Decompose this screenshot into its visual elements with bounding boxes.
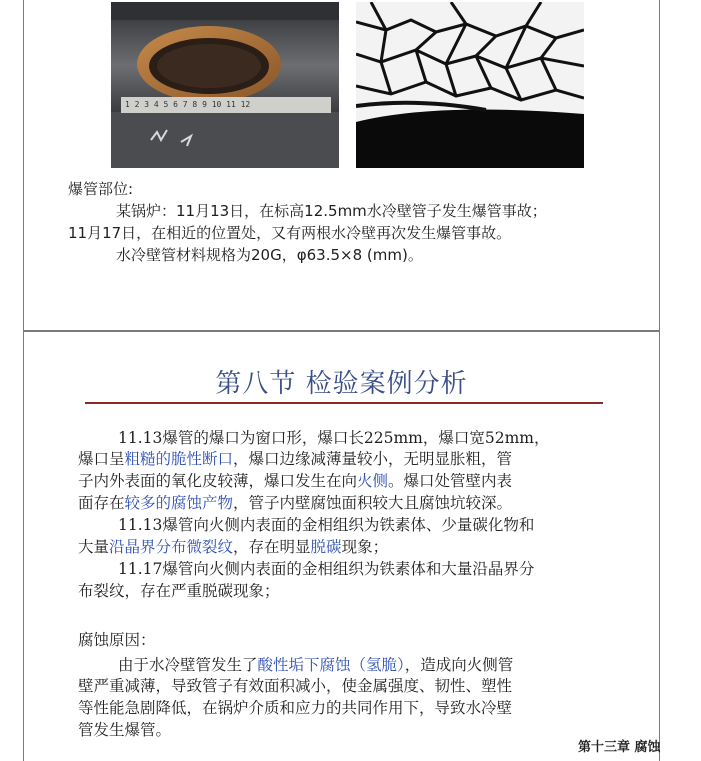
- analysis-p1-line2: 爆口呈粗糙的脆性断口，爆口边缘减薄量较小，无明显胀粗，管: [78, 450, 513, 468]
- analysis-p2-line2: 大量沿晶界分布微裂纹，存在明显脱碳现象；: [78, 538, 389, 556]
- highlight-corrosion-products: 较多的腐蚀产物: [124, 494, 234, 512]
- cause-heading: 腐蚀原因：: [78, 631, 156, 649]
- title-divider: [85, 402, 603, 404]
- microstructure-illustration: [356, 2, 584, 168]
- analysis-p2-line1: 11.13爆管向火侧内表面的金相组织为铁素体、少量碳化物和: [118, 516, 535, 534]
- burst-pipe-photo: [111, 2, 339, 168]
- cause-line4: 管发生爆管。: [78, 721, 172, 739]
- analysis-p1-line1: 11.13爆管的爆口为窗口形，爆口长225mm，爆口宽52mm，: [118, 429, 550, 447]
- highlight-decarburization: 脱碳: [310, 538, 342, 556]
- location-heading: 爆管部位:: [68, 180, 134, 198]
- highlight-microcracks: 沿晶界分布微裂纹: [109, 538, 234, 556]
- analysis-p1-line4: 面存在较多的腐蚀产物，管子内壁腐蚀面积较大且腐蚀坑较深。: [78, 494, 513, 512]
- material-spec: 水冷壁管材料规格为20G，φ63.5×8 (mm)。: [116, 246, 423, 264]
- ruler: [121, 97, 331, 113]
- cause-line1: 由于水冷壁管发生了酸性垢下腐蚀（氢脆），造成向火侧管: [118, 656, 514, 674]
- cause-line3: 等性能急剧降低，在锅炉介质和应力的共同作用下，导致水冷壁: [78, 699, 513, 717]
- cause-line2: 壁严重减薄，导致管子有效面积减小，使金属强度、韧性、塑性: [78, 677, 513, 695]
- ruler-digits: 1 2 3 4 5 6 7 8 9 10 11 12: [125, 100, 251, 109]
- analysis-p3-line2: 布裂纹，存在严重脱碳现象；: [78, 582, 280, 600]
- incident-line-1: 某锅炉：11月13日，在标高12.5mm水冷壁管子发生爆管事故；: [116, 202, 547, 220]
- slide-title: 第八节 检验案例分析: [215, 369, 468, 399]
- slide-1: [23, 0, 660, 331]
- chapter-footer: 第十三章 腐蚀: [578, 740, 661, 755]
- burst-pipe-illustration: [111, 2, 339, 168]
- highlight-brittle-fracture: 粗糙的脆性断口: [124, 450, 234, 468]
- highlight-acid-corrosion: 酸性垢下腐蚀（氢脆）: [257, 656, 405, 674]
- slide-2: [23, 331, 660, 761]
- highlight-fire-side: 火侧: [357, 472, 389, 490]
- incident-line-2: 11月17日，在相近的位置处，又有两根水冷壁再次发生爆管事故。: [68, 224, 512, 242]
- microstructure-photo: [356, 2, 584, 168]
- analysis-p1-line3: 子内外表面的氧化皮较薄，爆口发生在向火侧。爆口处管壁内表: [78, 472, 513, 490]
- analysis-p3-line1: 11.17爆管向火侧内表面的金相组织为铁素体和大量沿晶界分: [118, 560, 535, 578]
